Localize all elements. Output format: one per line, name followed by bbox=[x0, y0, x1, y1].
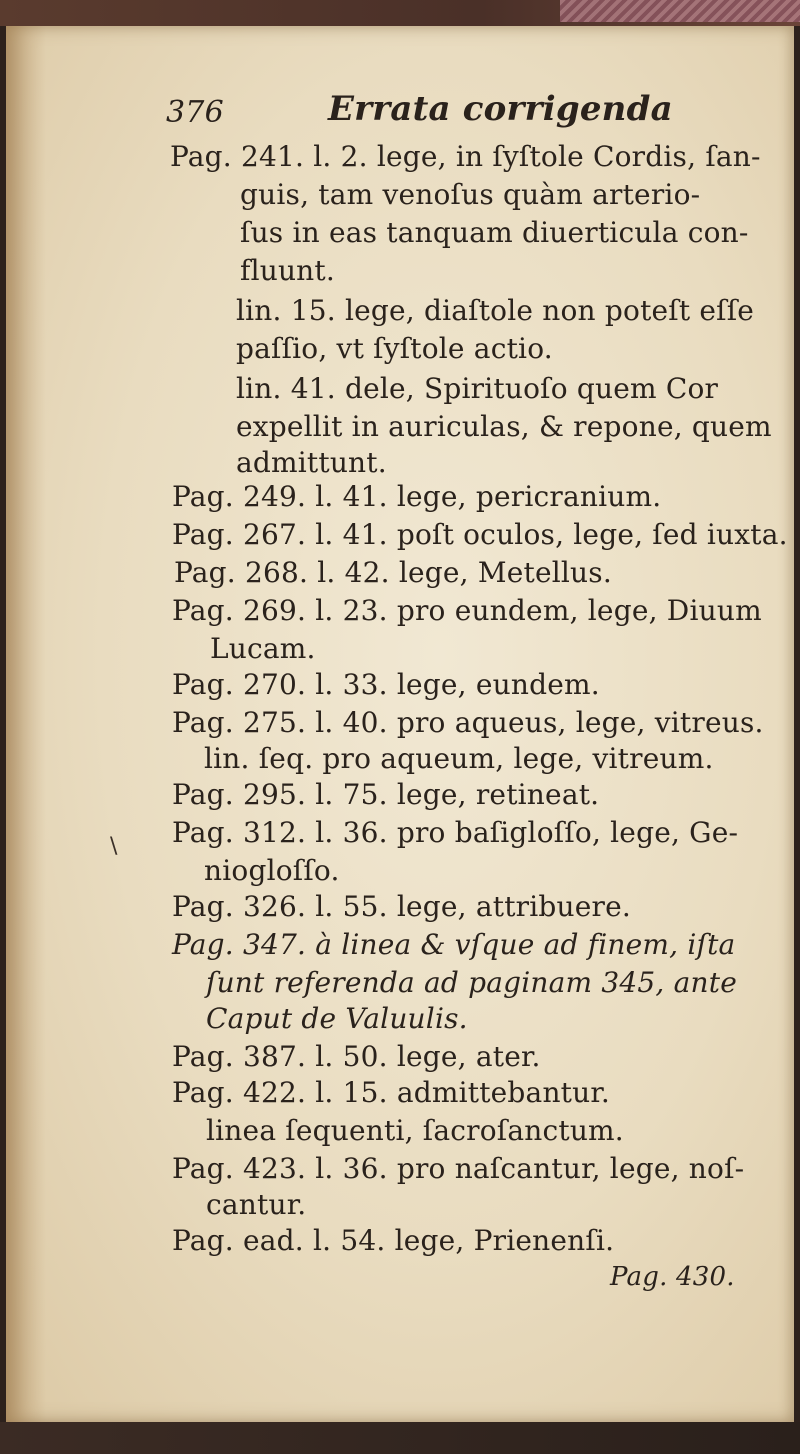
bottom-page-edge bbox=[0, 1422, 800, 1454]
page-title: Errata corrigenda bbox=[328, 89, 673, 129]
errata-line: Pag. 275. l. 40. pro aqueus, lege, vitreus. bbox=[172, 706, 764, 739]
errata-line: cantur. bbox=[206, 1188, 307, 1221]
errata-line: Caput de Valuulis. bbox=[206, 1002, 468, 1035]
errata-line: Pag. 347. à linea & vſque ad finem, iſta bbox=[172, 928, 736, 961]
catchword: Pag. 430. bbox=[610, 1262, 735, 1292]
errata-line: niogloſſo. bbox=[204, 854, 340, 887]
errata-line: Pag. 241. l. 2. lege, in ſyſtole Cordis, ſan- bbox=[170, 140, 761, 173]
errata-line: ſus in eas tanquam diuerticula con- bbox=[240, 216, 749, 249]
errata-line: linea ſequenti, ſacroſanctum. bbox=[206, 1114, 624, 1147]
errata-line: lin. 15. lege, diaſtole non poteſt eſſe bbox=[236, 294, 755, 327]
errata-line: Pag. 326. l. 55. lege, attribuere. bbox=[172, 890, 631, 923]
errata-line: Pag. 422. l. 15. admittebantur. bbox=[172, 1076, 610, 1109]
errata-line: Pag. 269. l. 23. pro eundem, lege, Diuum bbox=[172, 594, 762, 627]
errata-line: Pag. 249. l. 41. lege, pericranium. bbox=[172, 480, 662, 513]
errata-line: expellit in auriculas, & repone, quem bbox=[236, 410, 772, 443]
errata-line: Pag. 387. l. 50. lege, ater. bbox=[172, 1040, 541, 1073]
errata-line: admittunt. bbox=[236, 446, 387, 479]
bookmark-ribbon bbox=[560, 0, 800, 22]
errata-line: lin. ſeq. pro aqueum, lege, vitreum. bbox=[204, 742, 714, 775]
errata-line: Pag. 312. l. 36. pro baſigloſſo, lege, Ge- bbox=[172, 816, 739, 849]
errata-line: ſunt referenda ad paginam 345, ante bbox=[206, 966, 737, 999]
book-page bbox=[6, 26, 794, 1422]
errata-line: Pag. 270. l. 33. lege, eundem. bbox=[172, 668, 600, 701]
errata-line: paſſio, vt ſyſtole actio. bbox=[236, 332, 553, 365]
errata-line: Pag. 267. l. 41. poſt oculos, lege, ſed iuxta. bbox=[172, 518, 788, 551]
errata-line: Lucam. bbox=[210, 632, 316, 665]
errata-line: Pag. 423. l. 36. pro naſcantur, lege, noſ- bbox=[172, 1152, 745, 1185]
errata-line: Pag. 268. l. 42. lege, Metellus. bbox=[174, 556, 612, 589]
errata-line: Pag. ead. l. 54. lege, Prienenſi. bbox=[172, 1224, 615, 1257]
errata-line: guis, tam venoſus quàm arterio- bbox=[240, 178, 701, 211]
errata-text bbox=[6, 26, 794, 1422]
errata-line: Pag. 295. l. 75. lege, retineat. bbox=[172, 778, 600, 811]
page-number: 376 bbox=[166, 95, 224, 130]
errata-line: fluunt. bbox=[240, 254, 335, 287]
stray-ink-mark: \ bbox=[110, 834, 118, 859]
errata-line: lin. 41. dele, Spirituoſo quem Cor bbox=[236, 372, 719, 405]
